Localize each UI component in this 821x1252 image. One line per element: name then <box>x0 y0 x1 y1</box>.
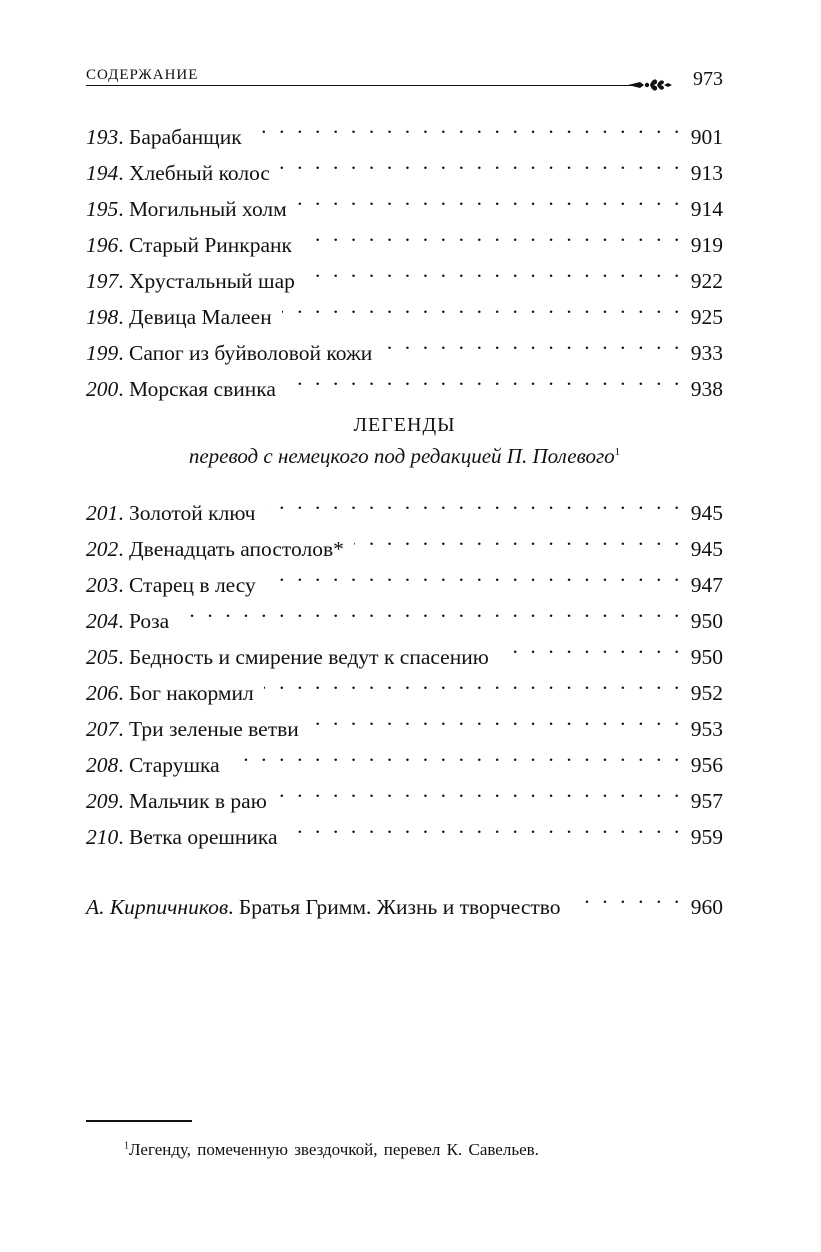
entry-page: 919 <box>690 233 723 257</box>
entry-page: 945 <box>690 501 723 525</box>
dot-leader <box>265 484 683 520</box>
entry-number: 208 <box>86 753 119 777</box>
entry-title: Старый Ринкранк <box>129 233 292 257</box>
entry-page: 952 <box>690 681 723 705</box>
entry-title: Двенадцать апостолов* <box>129 537 344 561</box>
entry-number-separator: . <box>118 501 129 525</box>
entry-number: 209 <box>86 789 119 813</box>
entry-number: 193 <box>86 125 119 149</box>
entry-number-separator: . <box>118 681 129 705</box>
entry-number-separator: . <box>118 341 129 365</box>
entry-title: Золотой ключ <box>129 501 256 525</box>
entry-page: 938 <box>690 377 723 401</box>
page-number: 973 <box>693 68 723 90</box>
section-title: ЛЕГЕНДЫ <box>353 414 456 436</box>
entry-title: Старушка <box>129 753 220 777</box>
dot-leader <box>280 144 683 180</box>
entry-number: 194 <box>86 161 119 185</box>
entry-number: 199 <box>86 341 119 365</box>
entry-number-separator: . <box>118 825 129 849</box>
dot-leader <box>309 700 683 736</box>
entry-title: Старец в лесу <box>129 573 256 597</box>
entry-number-separator: . <box>118 233 129 257</box>
footnote-rule <box>86 1120 192 1122</box>
entry-number: 207 <box>86 717 119 741</box>
entry-number: 196 <box>86 233 119 257</box>
entry-number-separator: . <box>118 789 129 813</box>
entry-page: 947 <box>690 573 723 597</box>
entry-number-separator: . <box>118 609 129 633</box>
entry-title: Бог накормил <box>129 681 254 705</box>
entry-number-separator: . <box>118 645 129 669</box>
entry-page: 950 <box>690 609 723 633</box>
dot-leader <box>282 288 683 324</box>
entry-page: 960 <box>690 895 723 919</box>
entry-number: 201 <box>86 501 119 525</box>
footnote-text: Легенду, помеченную звездочкой, перевел К. Савельев. <box>129 1140 539 1159</box>
entry-page: 957 <box>690 789 723 813</box>
entry-number-separator: . <box>118 753 129 777</box>
footnote <box>124 1140 539 1160</box>
dot-leader <box>297 180 683 216</box>
dot-leader <box>286 360 683 396</box>
toc-entry[interactable] <box>86 108 723 149</box>
toc-entry-afterword[interactable] <box>86 878 723 919</box>
entry-number-separator: . <box>118 269 129 293</box>
entry-number-separator: . <box>118 305 129 329</box>
dot-leader <box>305 252 683 288</box>
entry-title: Мальчик в раю <box>129 789 267 813</box>
entry-title: Могильный холм <box>129 197 287 221</box>
running-header <box>86 62 723 94</box>
dot-leader <box>179 592 683 628</box>
entry-title: Морская свинка <box>129 377 276 401</box>
entry-number-separator: . <box>118 161 129 185</box>
toc-entry[interactable] <box>86 592 723 633</box>
entry-title: Роза <box>129 609 170 633</box>
entry-author-separator: . <box>228 895 239 919</box>
entry-number-separator: . <box>118 125 129 149</box>
toc-entry[interactable] <box>86 484 723 525</box>
entry-author: А. Кирпичников <box>86 895 229 919</box>
entry-number-separator: . <box>118 197 129 221</box>
entry-number: 195 <box>86 197 119 221</box>
entry-number: 200 <box>86 377 119 401</box>
entry-page: 913 <box>690 161 723 185</box>
dot-leader <box>499 628 683 664</box>
section-subtitle-text: перевод с немецкого под редакцией П. Полевого <box>188 444 615 468</box>
entry-number-separator: . <box>118 377 129 401</box>
entry-number: 205 <box>86 645 119 669</box>
dot-leader <box>252 108 683 144</box>
entry-number: 210 <box>86 825 119 849</box>
dot-leader <box>354 520 683 556</box>
entry-title: Хлебный колос <box>129 161 270 185</box>
dot-leader <box>277 772 683 808</box>
entry-title: Хрустальный шар <box>129 269 295 293</box>
entry-number-separator: . <box>118 717 129 741</box>
entry-title: Ветка орешника <box>129 825 278 849</box>
entry-number: 202 <box>86 537 119 561</box>
dot-leader <box>382 324 683 360</box>
dot-leader <box>302 216 683 252</box>
entry-title: Бедность и смирение ведут к спасению <box>129 645 489 669</box>
entry-number: 198 <box>86 305 119 329</box>
footnote-reference: 1 <box>614 446 621 458</box>
dot-leader <box>288 808 683 844</box>
fleuron-ornament-icon <box>626 76 686 94</box>
toc-list-legends <box>86 484 723 849</box>
toc-list-tales <box>86 108 723 401</box>
entry-number: 204 <box>86 609 119 633</box>
dot-leader <box>266 556 683 592</box>
entry-title: Барабанщик <box>129 125 242 149</box>
section-subtitle <box>86 444 723 469</box>
entry-number-separator: . <box>118 537 129 561</box>
entry-title: Три зеленые ветви <box>129 717 299 741</box>
entry-page: 933 <box>690 341 723 365</box>
entry-page: 959 <box>690 825 723 849</box>
toc-entry[interactable] <box>86 628 723 669</box>
entry-page: 925 <box>690 305 723 329</box>
entry-page: 914 <box>690 197 723 221</box>
entry-page: 950 <box>690 645 723 669</box>
entry-page: 956 <box>690 753 723 777</box>
entry-title: Братья Гримм. Жизнь и творчество <box>238 895 561 919</box>
dot-leader <box>264 664 683 700</box>
entry-page: 953 <box>690 717 723 741</box>
entry-page: 901 <box>690 125 723 149</box>
dot-leader <box>571 878 683 914</box>
entry-number: 197 <box>86 269 119 293</box>
entry-page: 945 <box>690 537 723 561</box>
entry-number: 206 <box>86 681 119 705</box>
entry-number: 203 <box>86 573 119 597</box>
entry-page: 922 <box>690 269 723 293</box>
footnote-mark: 1 <box>124 1140 129 1152</box>
dot-leader <box>230 736 683 772</box>
entry-title: Девица Малеен <box>129 305 272 329</box>
entry-number-separator: . <box>118 573 129 597</box>
running-header-title: СОДЕРЖАНИЕ <box>86 67 199 83</box>
header-rule <box>86 85 634 86</box>
entry-title: Сапог из буйволовой кожи <box>129 341 373 365</box>
